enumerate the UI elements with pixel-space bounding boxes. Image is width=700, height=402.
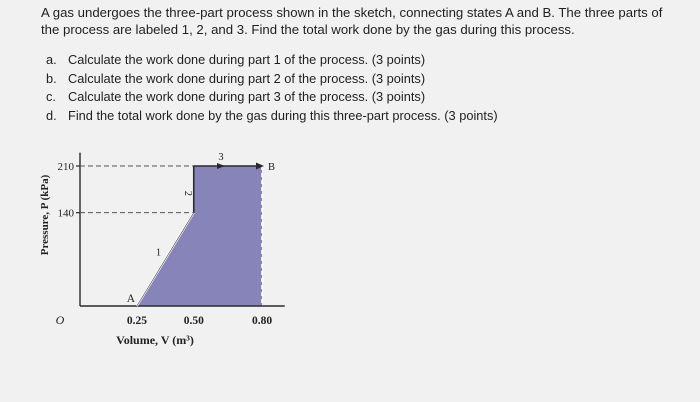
point-label-b: B — [268, 162, 276, 173]
question-text: Calculate the work done during part 1 of the process. (3 points) — [68, 52, 426, 67]
segment-label-2: 2 — [181, 190, 193, 196]
question-text: Find the total work done by the gas during this three-part process. (3 points) — [68, 107, 498, 123]
work-area-fill — [137, 166, 262, 306]
question-letter: b. — [46, 70, 57, 86]
y-tick-label: 140 — [57, 207, 74, 220]
segment-label-3: 3 — [218, 152, 224, 163]
point-label-a: A — [126, 293, 136, 305]
question-letter: c. — [46, 89, 56, 105]
question-letter: d. — [46, 107, 57, 123]
question-letter: a. — [46, 52, 57, 67]
y-tick-label: 210 — [57, 161, 74, 173]
y-axis-title: Pressure, P (kPa) — [39, 174, 51, 256]
problem-intro: A gas undergoes the three-part process shown in the sketch, connecting states A and B. The three parts of the process are labeled 1, 2, and 3. Find the total work done by the gas during this process. — [41, 5, 663, 37]
x-tick-label: 0.25 — [126, 315, 147, 327]
origin-label: O — [55, 313, 65, 327]
segment-label-1: 1 — [155, 247, 162, 259]
question-text: Calculate the work done during part 2 of the process. (3 points) — [68, 70, 426, 86]
x-tick-label: 0.80 — [251, 315, 273, 327]
x-tick-label: 0.50 — [183, 315, 204, 327]
question-text: Calculate the work done during part 3 of the process. (3 points) — [68, 89, 426, 105]
x-axis-title: Volume, V (m³) — [116, 333, 194, 347]
